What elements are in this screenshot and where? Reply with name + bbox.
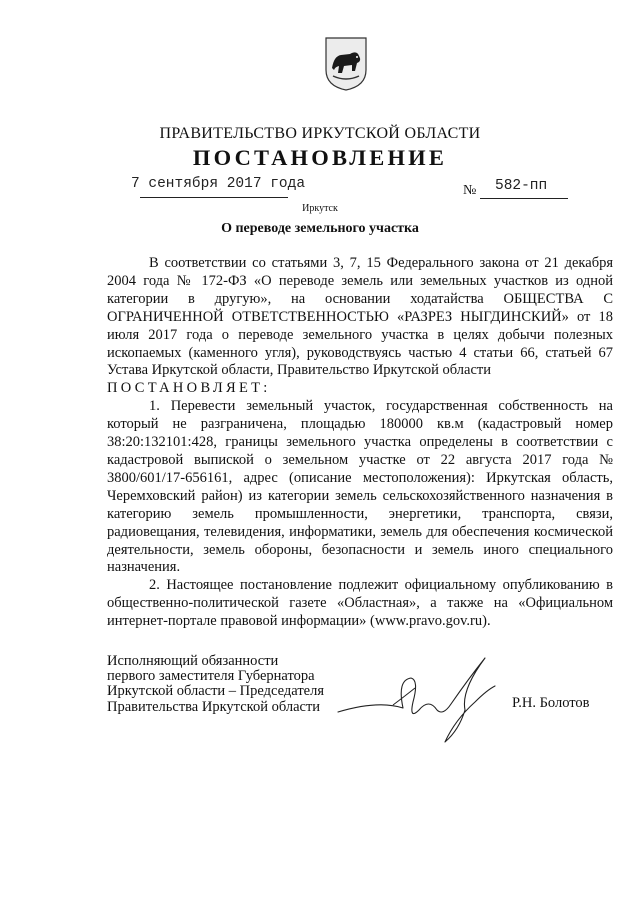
document-type: ПОСТАНОВЛЕНИЕ [192, 145, 448, 170]
role-line: Исполняющий обязанности [107, 653, 279, 669]
role-line: Иркутской области – Председателя [107, 683, 324, 700]
number-underline [480, 198, 568, 199]
item-1-paragraph: 1. Перевести земельный участок, государственная собственность на который не разграничена, площадью 180000 кв.м (кадастровый номер 38:20:132101:428, границы земельного участка определены в соответствии с кадастровой выпиской о земельном участке от 22 августа 2017 года № 3800/601/17-656161, адрес (описание местоположения): Иркутская область, Черемховский район) из категории земель сельскохозяйственного назначения в категорию земель промышленности, энергетики, транспорта, связи, радиовещания, телевидения, информатики, земель для обеспечения космической деятельности, земель обороны, безопасности и земель иного специального назначения. [107, 398, 613, 576]
document-date: 7 сентября 2017 года [131, 176, 306, 192]
authority-name: ПРАВИТЕЛЬСТВО ИРКУТСКОЙ ОБЛАСТИ [159, 125, 481, 142]
number-sign: № [463, 183, 477, 198]
signatory-role [107, 654, 324, 715]
signer-name: Р.Н. Болотов [512, 695, 590, 711]
resolves-heading: ПОСТАНОВЛЯЕТ: [107, 380, 271, 397]
document-title: О переводе земельного участка [221, 221, 419, 236]
document-body [107, 255, 613, 631]
role-line: первого заместителя Губернатора [107, 668, 315, 685]
preamble-paragraph: В соответствии со статьями 3, 7, 15 Федерального закона от 21 декабря 2004 года № 172-ФЗ «О переводе земель или земельных участков из одной категории в другую», на основании ходатайства ОБЩЕСТВА С ОГРАНИЧЕННОЙ ОТВЕТСТВЕННОСТЬЮ «РАЗРЕЗ НЫГДИНСКИЙ» от 18 июля 2017 года о переводе земельного участка в целях добычи полезных ископаемых (каменного угля), руководствуясь частью 4 статьи 66, статьей 67 Устава Иркутской области, Правительство Иркутской области [107, 255, 613, 379]
signature-icon [333, 650, 503, 745]
coat-of-arms-icon [324, 36, 368, 92]
document-number: 582-пп [495, 178, 548, 194]
item-2-paragraph: 2. Настоящее постановление подлежит официальному опубликованию в общественно-политической газете «Областная», а также на «Официальном интернет-портале правовой информации» (www.pravo.gov.ru). [107, 577, 613, 630]
date-underline [140, 197, 288, 198]
city-name: Иркутск [302, 203, 338, 214]
role-line: Правительства Иркутской области [107, 698, 321, 715]
